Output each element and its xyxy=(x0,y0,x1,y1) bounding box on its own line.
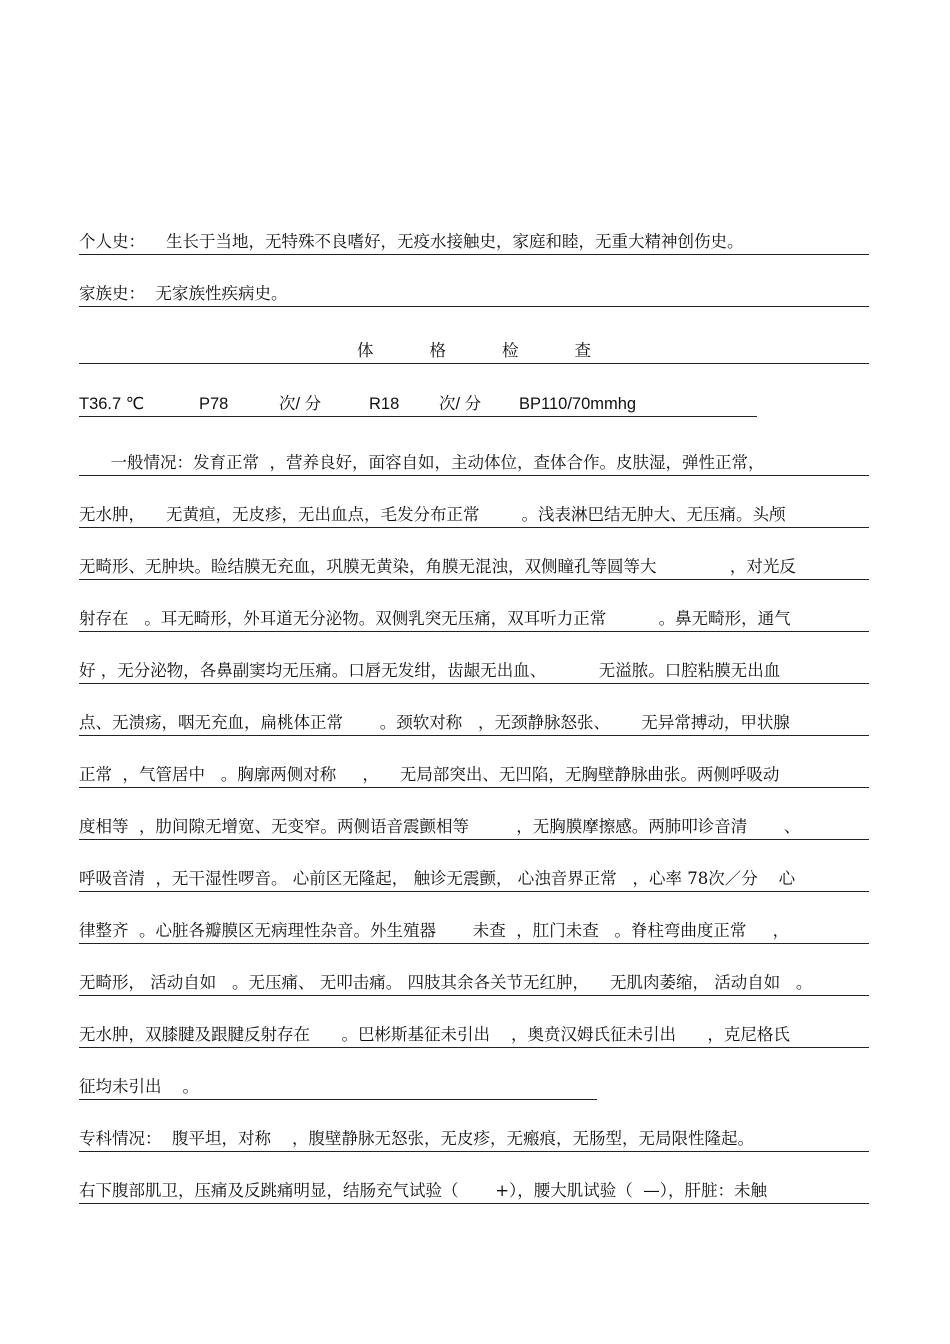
general-line: 度相等 ，肋间隙无增宽、无变窄。两侧语音震颤相等 ，无胸膜摩擦感。两肺叩诊音清 、 xyxy=(79,817,869,840)
respiration: R18 xyxy=(369,395,400,413)
general-line: 无畸形、无肿块。睑结膜无充血，巩膜无黄染，角膜无混浊，双侧瞳孔等圆等大 ，对光反 xyxy=(79,557,869,580)
temperature: T36.7 ℃ xyxy=(79,395,145,413)
title-char: 体 xyxy=(357,341,374,360)
general-line: 呼吸音清 ，无干湿性啰音。 心前区无隆起， 触诊无震颤， 心浊音界正常 ，心率 78次／分 心 xyxy=(79,869,869,892)
general-line: 正常 ，气管居中 。胸廓两侧对称 ， 无局部突出、无凹陷，无胸壁静脉曲张。两侧呼吸动 xyxy=(79,765,869,788)
general-line: 无水肿，双膝腱及跟腱反射存在 。巴彬斯基征未引出 ，奥贲汉姆氏征未引出 ，克尼格氏 xyxy=(79,1025,869,1048)
respiration-unit: 次/ 分 xyxy=(439,395,482,413)
general-line: 点、无溃疡，咽无充血，扁桃体正常 。颈软对称 ，无颈静脉怒张、 无异常搏动，甲状腺 xyxy=(79,713,869,736)
title-char: 检 xyxy=(502,341,519,360)
blood-pressure: BP110/70mmhg xyxy=(519,395,637,413)
general-line: 无水肿， 无黄疸，无皮疹，无出血点，毛发分布正常 。浅表淋巴结无肿大、无压痛。头颅 xyxy=(79,505,869,528)
general-line: 无畸形， 活动自如 。无压痛、 无叩击痛。 四肢其余各关节无红肿， 无肌肉萎缩， 活动自如 。 xyxy=(79,973,869,996)
specialist-line: 右下腹部肌卫，压痛及反跳痛明显，结肠充气试验（ +），腰大肌试验（ —），肝脏：未触 xyxy=(79,1181,869,1204)
general-line: 律整齐 。心脏各瓣膜区无病理性杂音。外生殖器 未查 ，肛门未查 。脊柱弯曲度正常 ， xyxy=(79,921,869,944)
general-line: 征均未引出 。 xyxy=(79,1077,597,1100)
title-char: 查 xyxy=(574,341,591,360)
specialist-line: 专科情况： 腹平坦，对称 ，腹壁静脉无怒张，无皮疹，无瘢痕，无肠型，无局限性隆起。 xyxy=(79,1129,869,1152)
title-char: 格 xyxy=(429,341,446,360)
vital-signs xyxy=(79,394,757,417)
family-history: 家族史： 无家族性疾病史。 xyxy=(79,284,869,307)
pulse-unit: 次/ 分 xyxy=(279,395,322,413)
personal-history: 个人史： 生长于当地，无特殊不良嗜好，无疫水接触史，家庭和睦，无重大精神创伤史。 xyxy=(79,232,869,255)
general-line: 射存在 。耳无畸形，外耳道无分泌物。双侧乳突无压痛，双耳听力正常 。鼻无畸形，通气 xyxy=(79,609,869,632)
pulse: P78 xyxy=(199,395,229,413)
section-title-physical-exam xyxy=(79,341,869,364)
general-line: 好 ，无分泌物，各鼻副窦均无压痛。口唇无发绀，齿龈无出血、 无溢脓。口腔粘膜无出血 xyxy=(79,661,869,684)
general-line: 一般情况：发育正常 ，营养良好，面容自如，主动体位，查体合作。皮肤湿，弹性正常， xyxy=(79,453,869,476)
